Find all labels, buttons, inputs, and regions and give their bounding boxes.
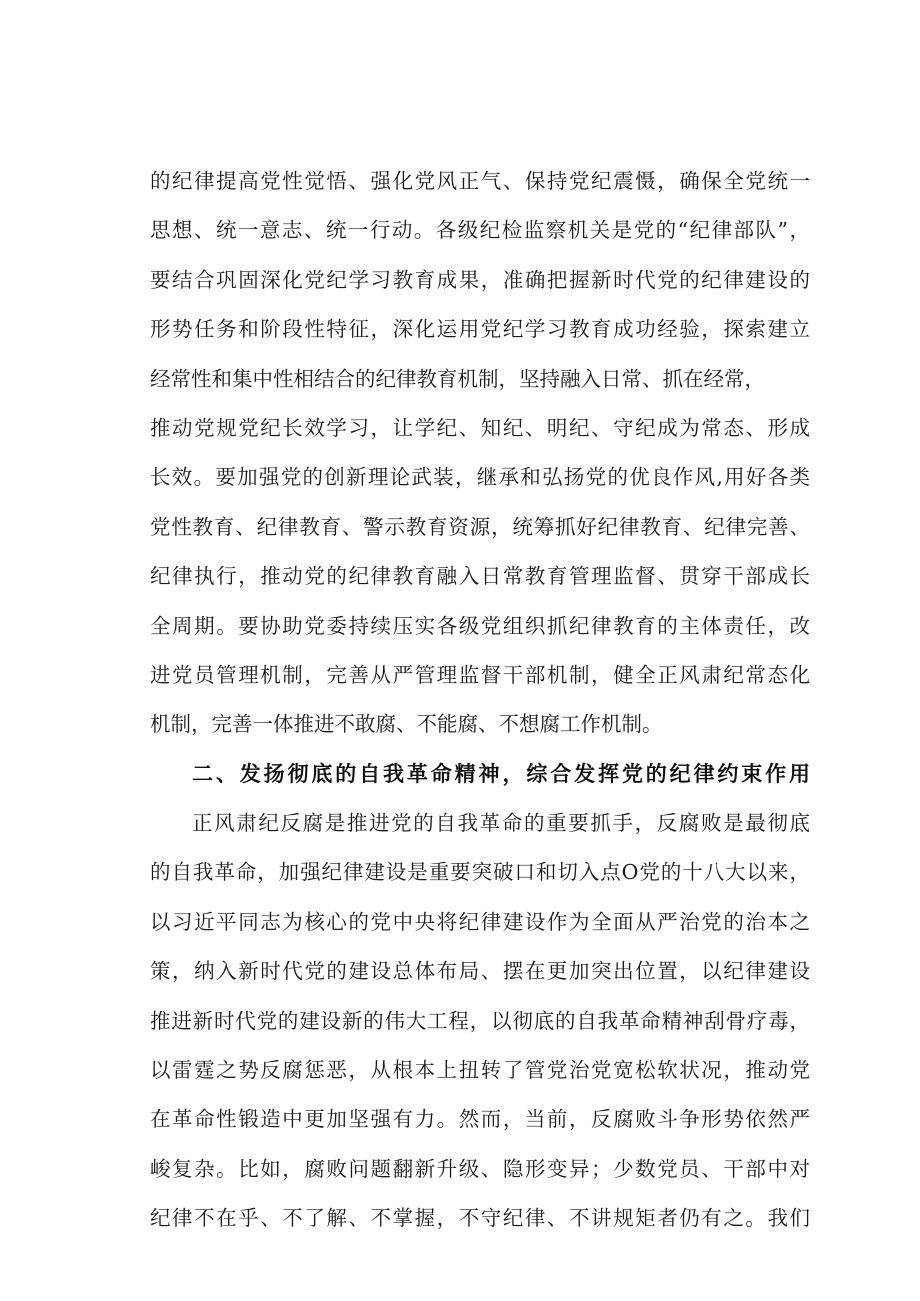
paragraph-1 xyxy=(150,157,810,750)
text-line: 党性教育、纪律教育、警示教育资源，统筹抓好纪律教育、纪律完善、 xyxy=(150,514,810,539)
text-line: 策，纳入新时代党的建设总体布局、摆在更加突出位置，以纪律建设 xyxy=(150,959,810,984)
text-line: 纪律执行，推动党的纪律教育融入日常教育管理监督、贯穿干部成长 xyxy=(150,564,810,589)
document-body xyxy=(150,157,810,1244)
text-line: 思想、统一意志、统一行动。各级纪检监察机关是党的“纪律部队”， xyxy=(150,218,810,243)
paragraph-2 xyxy=(150,799,810,1244)
text-line: 纪律不在乎、不了解、不掌握，不守纪律、不讲规矩者仍有之。我们 xyxy=(150,1206,810,1231)
text-line: 在革命性锻造中更加坚强有力。然而，当前，反腐败斗争形势依然严 xyxy=(150,1107,810,1132)
text-line: 正风肃纪反腐是推进党的自我革命的重要抓手，反腐败是最彻底 xyxy=(192,811,810,836)
text-line: 要结合巩固深化党纪学习教育成果，准确把握新时代党的纪律建设的 xyxy=(150,267,810,292)
text-line: 推进新时代党的建设新的伟大工程，以彻底的自我革命精神刮骨疗毒， xyxy=(150,1008,810,1033)
text-line: 机制，完善一体推进不敢腐、不能腐、不想腐工作机制。 xyxy=(150,712,663,737)
text-line: 形势任务和阶段性特征，深化运用党纪学习教育成功经验，探索建立 xyxy=(150,317,810,342)
text-line: 长效。要加强党的创新理论武装，继承和弘扬党的优良作风,用好各类 xyxy=(150,465,810,490)
text-line: 经常性和集中性相结合的纪律教育机制，坚持融入日常、抓在经常， xyxy=(150,366,765,391)
section-heading: 二、发扬彻底的自我革命精神，综合发挥党的纪律约束作用 xyxy=(192,761,810,786)
text-line: 以习近平同志为核心的党中央将纪律建设作为全面从严治党的治本之 xyxy=(150,909,810,934)
text-line: 全周期。要协助党委持续压实各级党组织抓纪律教育的主体责任，改 xyxy=(150,613,810,638)
text-line: 峻复杂。比如，腐败问题翻新升级、隐形变异；少数党员、干部中对 xyxy=(150,1156,810,1181)
text-line: 推动党规党纪长效学习，让学纪、知纪、明纪、守纪成为常态、形成 xyxy=(150,415,810,440)
text-line: 的纪律提高党性觉悟、强化党风正气、保持党纪震慑，确保全党统一 xyxy=(150,169,810,193)
text-line: 进党员管理机制，完善从严管理监督干部机制，健全正风肃纪常态化 xyxy=(150,662,810,687)
text-line: 的自我革命，加强纪律建设是重要突破口和切入点O党的十八大以来， xyxy=(150,860,810,885)
text-line: 以雷霆之势反腐惩恶，从根本上扭转了管党治党宽松软状况，推动党 xyxy=(150,1058,810,1083)
